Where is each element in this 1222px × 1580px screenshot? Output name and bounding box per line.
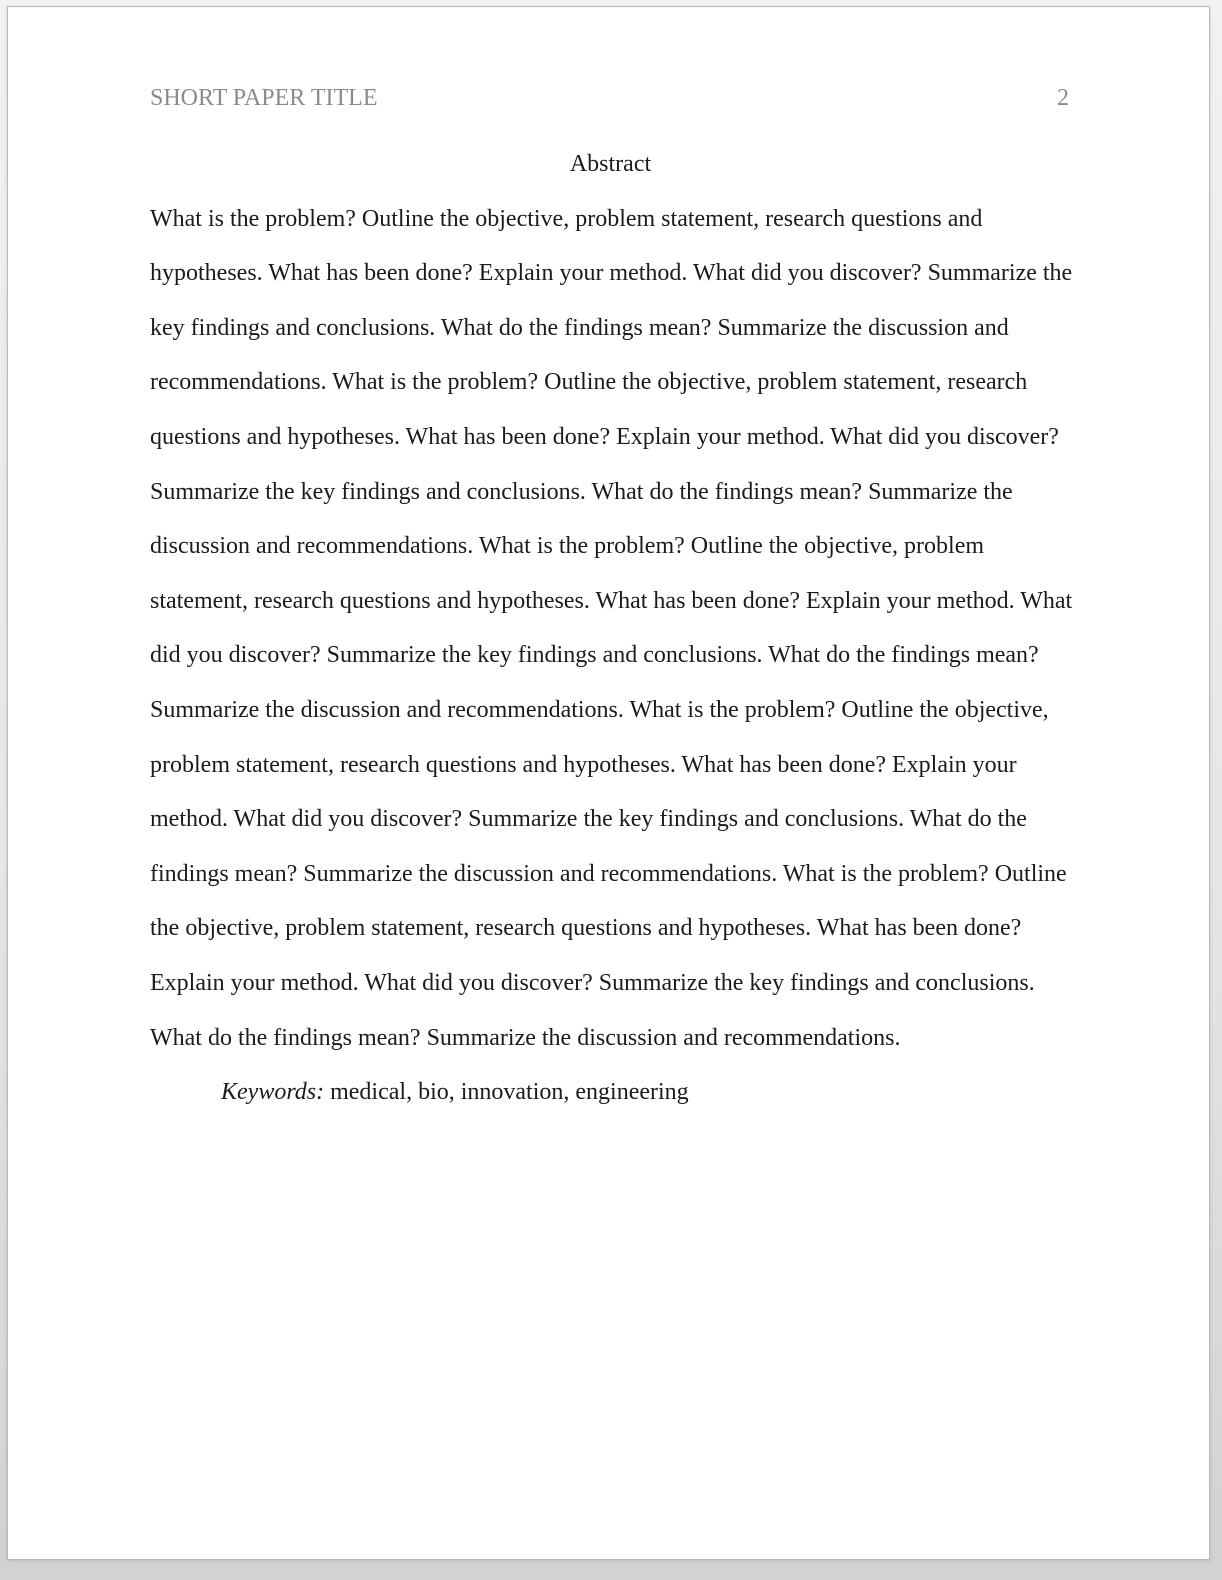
- abstract-heading: Abstract: [569, 151, 652, 177]
- abstract-line: did you discover? Summarize the key findings and conclusions. What do the findings mean?: [150, 642, 1039, 669]
- abstract-paragraph: [150, 192, 1071, 1066]
- abstract-line: Summarize the key findings and conclusions. What do the findings mean? Summarize the: [150, 478, 1013, 505]
- page-number: 2: [1057, 85, 1069, 111]
- keywords-label: Keywords:: [221, 1079, 325, 1106]
- keywords-text: medical, bio, innovation, engineering: [324, 1079, 689, 1106]
- abstract-line: What do the findings mean? Summarize the discussion and recommendations.: [150, 1024, 901, 1051]
- abstract-line: problem statement, research questions and hypotheses. What has been done? Explain your: [150, 751, 1017, 778]
- keywords-line: [150, 1065, 1071, 1120]
- abstract-line: What is the problem? Outline the objective, problem statement, research questions and: [150, 205, 983, 232]
- abstract-line: statement, research questions and hypotheses. What has been done? Explain your method. What: [150, 587, 1073, 614]
- abstract-line: hypotheses. What has been done? Explain your method. What did you discover? Summarize the: [150, 260, 1073, 287]
- abstract-line: Explain your method. What did you discover? Summarize the key findings and conclusions.: [150, 969, 1035, 996]
- abstract-line: recommendations. What is the problem? Outline the objective, problem statement, research: [150, 369, 1028, 396]
- abstract-section: [150, 137, 1071, 1120]
- abstract-line: Summarize the discussion and recommendations. What is the problem? Outline the objective,: [150, 696, 1049, 723]
- running-header: [150, 84, 1069, 112]
- running-head-title: SHORT PAPER TITLE: [150, 85, 378, 111]
- abstract-line: questions and hypotheses. What has been done? Explain your method. What did you discover?: [150, 423, 1059, 450]
- abstract-line: findings mean? Summarize the discussion and recommendations. What is the problem? Outline: [150, 860, 1067, 887]
- abstract-line: key findings and conclusions. What do the findings mean? Summarize the discussion and: [150, 314, 1009, 341]
- abstract-line: discussion and recommendations. What is the problem? Outline the objective, problem: [150, 533, 985, 560]
- abstract-line: the objective, problem statement, research questions and hypotheses. What has been done?: [150, 915, 1022, 942]
- abstract-line: method. What did you discover? Summarize the key findings and conclusions. What do the: [150, 806, 1027, 833]
- document-page[interactable]: [7, 6, 1210, 1560]
